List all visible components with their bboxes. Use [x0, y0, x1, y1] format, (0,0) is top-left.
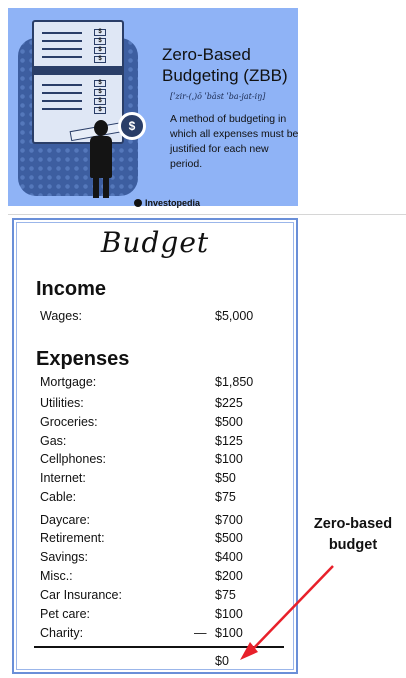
brand-name: Investopedia — [145, 198, 201, 208]
expense-value: $225 — [215, 396, 243, 410]
expense-value: $50 — [215, 471, 236, 485]
card-description: A method of budgeting in which all expenses must be justified for each new period. — [170, 113, 299, 170]
income-value: $5,000 — [215, 309, 254, 323]
expense-value: $100 — [215, 626, 243, 640]
expense-value: $1,850 — [215, 375, 254, 389]
expense-value: $100 — [215, 607, 243, 621]
receipt-dollar-cell: $ — [94, 80, 106, 87]
expense-label: Charity: — [40, 626, 84, 640]
expense-label: Mortgage: — [40, 375, 97, 389]
expense-value: $500 — [215, 531, 243, 545]
annotation-line-2: budget — [328, 537, 378, 553]
arrow-shaft — [252, 566, 333, 650]
expense-label: Cellphones: — [40, 452, 107, 466]
receipt-dollar-cell: $ — [94, 47, 106, 54]
expense-value: $75 — [215, 588, 236, 602]
budget-title: Budget — [100, 226, 210, 259]
expense-label: Internet: — [40, 471, 86, 485]
expense-value: $200 — [215, 569, 243, 583]
receipt-dollar-cell: $ — [94, 29, 106, 36]
expense-value: $75 — [215, 490, 236, 504]
income-label: Wages: — [40, 309, 82, 323]
annotation-line-1: Zero-based — [313, 516, 393, 532]
expense-value: $700 — [215, 513, 243, 527]
expense-label: Retirement: — [40, 531, 105, 545]
magnifier-dollar-icon: $ — [118, 112, 146, 140]
expense-label: Pet care: — [40, 607, 91, 621]
income-heading: Income — [36, 278, 107, 300]
minus-sign: — — [194, 626, 207, 640]
expense-label: Cable: — [40, 490, 77, 504]
expense-value: $100 — [215, 452, 243, 466]
expense-label: Daycare: — [40, 513, 91, 527]
arrow-head — [240, 642, 258, 660]
expenses-heading: Expenses — [36, 348, 130, 370]
expense-label: Gas: — [40, 434, 67, 448]
receipt-dollar-cell: $ — [94, 107, 106, 114]
expense-value: $400 — [215, 550, 243, 564]
card-pronunciation: [ˈzir-(ˌ)ō ˈbāst ˈba-jat-iŋ] — [170, 92, 266, 101]
expense-label: Utilities: — [40, 396, 84, 410]
total-value: $0 — [215, 654, 229, 668]
expense-value: $125 — [215, 434, 243, 448]
expense-label: Car Insurance: — [40, 588, 122, 602]
card-title: Zero-Based Budgeting (ZBB) — [162, 45, 288, 85]
receipt-dollar-cell: $ — [94, 89, 106, 96]
receipt-dollar-cell: $ — [94, 98, 106, 105]
expense-label: Misc.: — [40, 569, 73, 583]
receipt-dollar-cell: $ — [94, 56, 106, 63]
expense-label: Savings: — [40, 550, 88, 564]
expense-value: $500 — [215, 415, 243, 429]
expense-label: Groceries: — [40, 415, 98, 429]
receipt-dollar-cell: $ — [94, 38, 106, 45]
